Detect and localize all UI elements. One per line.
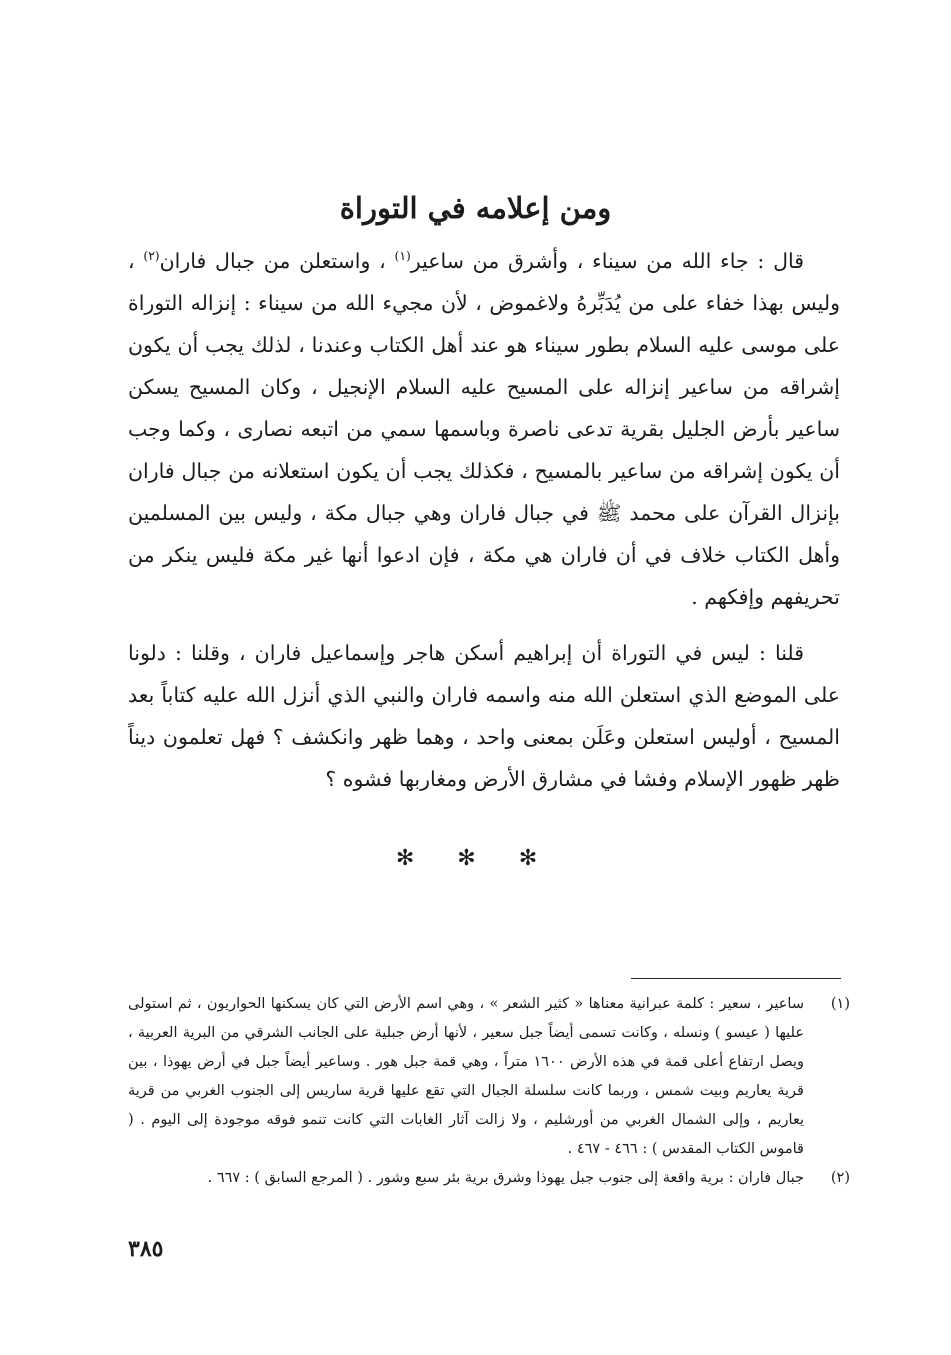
paragraph-2 bbox=[128, 632, 840, 800]
paragraph-1-part-1: قال : جاء الله من سيناء ، وأشرق من ساعير bbox=[410, 249, 805, 273]
footnote-ref-1[interactable]: (١) bbox=[394, 249, 411, 264]
paragraph-2-text: قلنا : ليس في التوراة أن إبراهيم أسكن هاجر وإسماعيل فاران ، وقلنا : دلونا على الموضع الذي استعلن الله منه واسمه فاران والنبي الذي أنزل الله عليه كتاباً بعد المسيح ، أوليس استعلن وعَلَن بمعنى واحد ، وهما ظهر وانكشف ؟ فهل تعلمون ديناً ظهر ظهور الإسلام وفشا في مشارق الأرض ومغاربها فشوه ؟ bbox=[128, 641, 840, 791]
paragraph-1 bbox=[128, 240, 840, 618]
footnote-1 bbox=[128, 990, 850, 1164]
section-title: ومن إعلامه في التوراة bbox=[339, 191, 612, 225]
page-number: ٣٨٥ bbox=[128, 1236, 164, 1262]
footnote-text-2: جبال فاران : برية واقعة إلى جنوب جبل يهوذا وشرق برية بئر سبع وشور . ( المرجع السابق ) : ٦٦٧ . bbox=[207, 1170, 804, 1186]
footnote-ref-2[interactable]: (٢) bbox=[143, 249, 160, 264]
section-separator: ✻ ✻ ✻ bbox=[395, 846, 556, 871]
footnote-2 bbox=[128, 1164, 850, 1193]
paragraph-1-part-2: ، واستعلن من جبال فاران bbox=[159, 249, 395, 273]
footnote-number-2: (٢) bbox=[830, 1170, 850, 1186]
footnotes bbox=[128, 990, 850, 1193]
paragraph-1-part-3: ، وليس بهذا خفاء على من يُدَبِّرهُ ولاغموض ، لأن مجيء الله من سيناء : إنزاله التوراة على موسى عليه السلام بطور سيناء هو عند أهل الكتاب وعندنا ، لذلك يجب أن يكون إشراقه من ساعير إنزاله على المسيح عليه السلام الإنجيل ، وكان المسيح يسكن ساعير بأرض الجليل بقرية تدعى ناصرة وباسمها سمي من اتبعه نصارى ، وكما وجب أن يكون إشراقه من ساعير بالمسيح ، فكذلك يجب أن يكون استعلانه من جبال فاران بإنزال القرآن على محمد ﷺ في جبال فاران وهي جبال مكة ، وليس بين المسلمين وأهل الكتاب خلاف في أن فاران هي مكة ، فإن ادعوا أنها غير مكة فليس ينكر من تحريفهم وإفكهم . bbox=[128, 249, 840, 609]
footnote-number-1: (١) bbox=[830, 996, 850, 1012]
paragraph-1-text bbox=[128, 240, 840, 618]
footnote-text-1: ساعير ، سعير : كلمة عبرانية معناها « كثير الشعر » ، وهي اسم الأرض التي كان يسكنها الحواريون ، ثم استولى عليها ( عيسو ) ونسله ، وكانت تسمى أيضاً جبل سعير ، لأنها أرض جبلية على الجانب الشرقي من البرية العربية ، ويصل ارتفاع أعلى قمة في هذه الأرض ١٦٠٠ متراً ، وهي قمة جبل هور . وساعير أيضاً جبل في أرض يهوذا ، بين قرية يعاريم وبيت شمس ، وربما كانت سلسلة الجبال التي تقع عليها قرية ساريس إلى الجنوب الغربي من قرية يعاريم ، وإلى الشمال الغربي من أورشليم ، ولا زالت آثار الغابات التي كانت تنمو فوقه موجودة إلى اليوم . ( قاموس الكتاب المقدس ) : ٤٦٦ - ٤٦٧ . bbox=[128, 996, 805, 1157]
footnote-divider bbox=[631, 978, 841, 979]
